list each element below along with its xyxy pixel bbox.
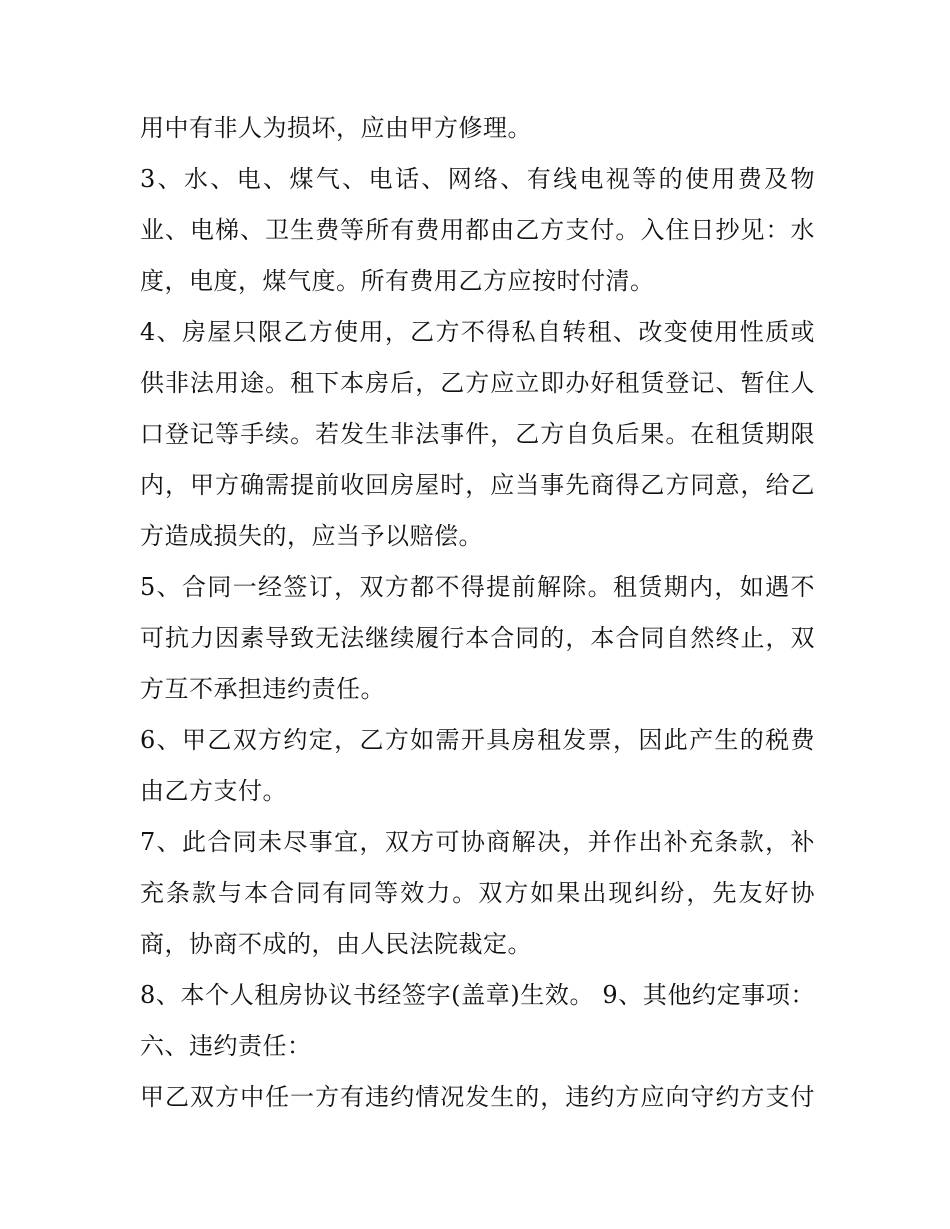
text-line: 可抗力因素导致无法继续履行本合同的，本合同自然终止，双 <box>140 624 815 652</box>
text-line: 业、电梯、卫生费等所有费用都由乙方支付。入住日抄见：水 <box>140 216 815 244</box>
text-line: 充条款与本合同有同等效力。双方如果出现纠纷，先友好协 <box>140 879 815 907</box>
text-line: 用中有非人为损坏，应由甲方修理。 <box>140 114 532 142</box>
text-line: 供非法用途。租下本房后，乙方应立即办好租赁登记、暂住人 <box>140 369 815 397</box>
section-heading: 六、违约责任： <box>140 1032 312 1060</box>
text-line: 方造成损失的，应当予以赔偿。 <box>140 522 483 550</box>
text-line: 方互不承担违约责任。 <box>140 675 385 703</box>
document-body <box>140 103 815 1123</box>
text-line: 6、甲乙双方约定，乙方如需开具房租发票，因此产生的税费 <box>140 726 815 754</box>
text-line: 7、此合同未尽事宜，双方可协商解决，并作出补充条款，补 <box>140 828 815 856</box>
text-line: 3、水、电、煤气、电话、网络、有线电视等的使用费及物 <box>140 165 815 193</box>
text-line: 5、合同一经签订，双方都不得提前解除。租赁期内，如遇不 <box>140 573 815 601</box>
text-line: 甲乙双方中任一方有违约情况发生的，违约方应向守约方支付 <box>140 1083 815 1111</box>
text-line: 4、房屋只限乙方使用，乙方不得私自转租、改变使用性质或 <box>140 318 815 346</box>
text-line: 8、本个人租房协议书经签字(盖章)生效。 9、其他约定事项： <box>140 981 815 1009</box>
text-line: 商，协商不成的，由人民法院裁定。 <box>140 930 532 958</box>
text-line: 口登记等手续。若发生非法事件，乙方自负后果。在租赁期限 <box>140 420 815 448</box>
text-line: 内，甲方确需提前收回房屋时，应当事先商得乙方同意，给乙 <box>140 471 815 499</box>
text-line: 度，电度，煤气度。所有费用乙方应按时付清。 <box>140 267 655 295</box>
text-line: 由乙方支付。 <box>140 777 287 805</box>
